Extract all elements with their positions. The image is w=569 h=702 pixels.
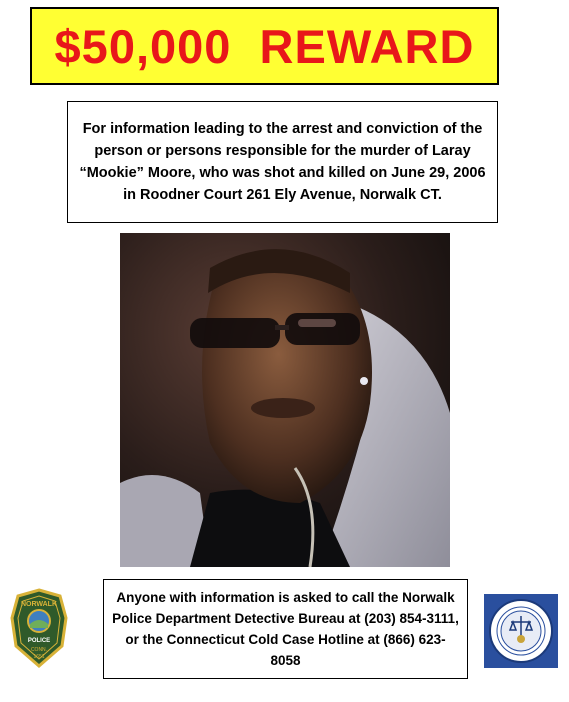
- badge-top-text: NORWALK: [20, 601, 58, 608]
- connecticut-state-seal-logo: [484, 594, 558, 668]
- case-info-text: For information leading to the arrest and conviction of the person or persons responsible for the murder of Laray “Mookie” Moore, who was shot and killed on June 29, 2006 in Roodner Court 261 Ely Avenue, Norwalk CT.: [79, 121, 486, 203]
- reward-amount-text: $50,000 REWARD: [54, 19, 475, 73]
- badge-middle-text: POLICE: [27, 638, 51, 644]
- norwalk-police-badge-logo: [10, 588, 68, 668]
- contact-info-text: Anyone with information is asked to call the Norwalk Police Department Detective Bureau at (203) 854-3111, or the Connecticut Cold Case Hotline at (866) 623-8058: [112, 590, 459, 668]
- victim-photo: [120, 233, 450, 567]
- contact-info-box: [103, 579, 468, 679]
- badge-year-text: 1651: [33, 654, 45, 660]
- reward-banner: [30, 7, 499, 85]
- badge-state-text: CONN.: [30, 647, 48, 653]
- case-info-box: [67, 101, 498, 223]
